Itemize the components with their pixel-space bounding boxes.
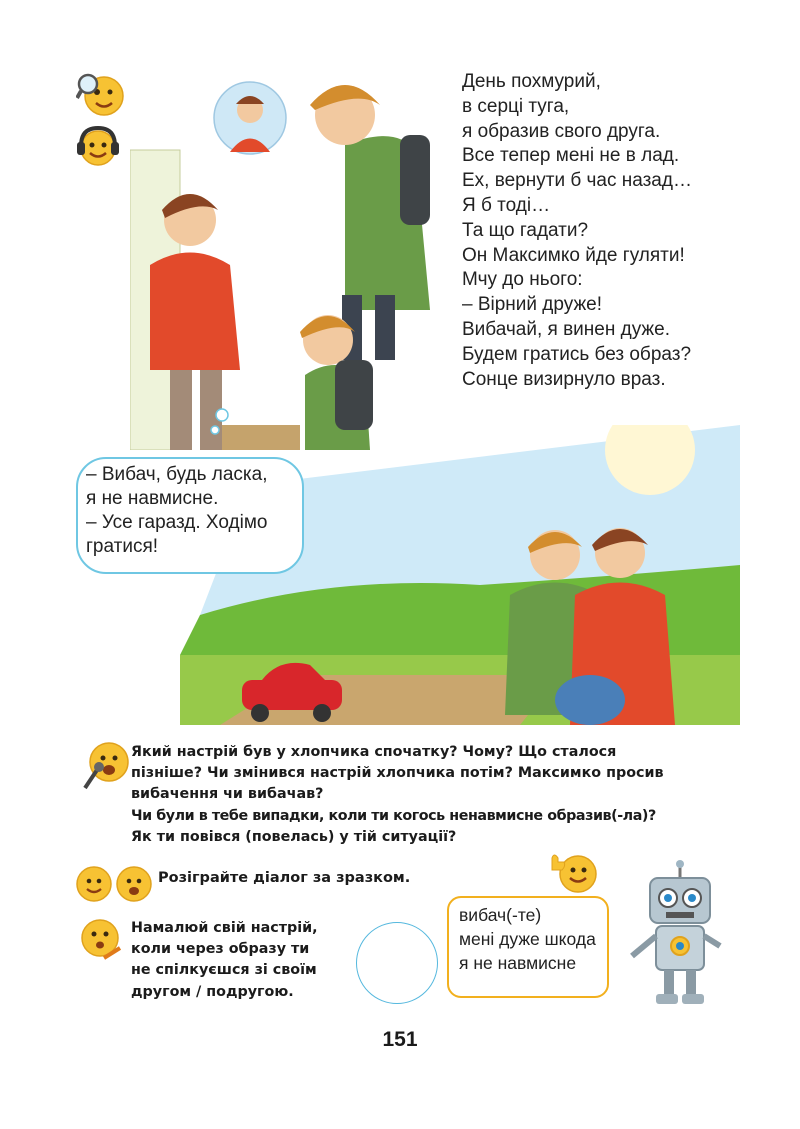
poem-line: – Вірний друже! [462,294,603,316]
dialog-line: гратися! [86,536,159,557]
poem-line: Я б тоді… [462,194,551,216]
poem-line: Вибачай, я винен дуже. [462,318,670,340]
drawing-circle[interactable] [356,922,438,1004]
poem-text [462,70,782,392]
question-line: Який настрій був у хлопчика спочатку? Чому? Що сталося [131,744,617,760]
poem-line: Ех, вернути б час назад… [462,170,692,192]
poem-line: Сонце визирнуло враз. [462,368,666,390]
draw-task [131,918,346,1003]
poem-line: Все тепер мені не в лад. [462,145,680,167]
poem-line: Мчу до нього: [462,269,583,291]
draw-task-line: не спілкуєшся зі своїм [131,962,317,979]
dialog-line: – Вибач, будь ласка, [86,464,268,485]
headphones-smiley-icon [76,124,120,168]
draw-task-line: коли через образу ти [131,941,310,958]
pencil-smiley-icon [76,916,126,966]
magnifier-smiley-icon [76,70,126,118]
speech-bubble [76,457,304,574]
poem-line: Та що гадати? [462,219,589,241]
phrase-item: мені дуже шкода [459,929,596,949]
poem-line: День похмурий, [462,71,601,92]
discussion-questions [131,742,731,848]
dialog-line: – Усе гаразд. Ходімо [86,512,268,533]
phrase-item: я не навмисне [459,953,577,973]
poem-line: Он Максимко йде гуляти! [462,244,685,266]
phrase-box [447,896,609,998]
thumbs-up-smiley-icon [548,850,598,894]
question-line: Чи були в тебе випадки, коли ти когось ненавмисне образив(-ла)? [131,807,656,824]
phrase-item: вибач(-те) [459,905,542,925]
poem-line: я образив свого друга. [462,120,661,142]
question-line: вибачення чи вибачав? [131,786,324,803]
draw-task-line: Намалюй свій настрій, [131,920,318,936]
illustration-boy-sad-and-apologizing [130,70,450,450]
roleplay-task: Розіграйте діалог за зразком. [158,870,411,886]
poem-line: Будем гратись без образ? [462,343,692,365]
dialog-line: я не навмисне. [86,488,219,509]
question-line: пізніше? Чи змінився настрій хлопчика потім? Максимко просив [131,765,664,782]
draw-task-line: другом / подругою. [131,983,294,1000]
question-line: Як ти повівся (повелась) у тій ситуації? [131,828,457,845]
robot-icon [614,860,726,1010]
microphone-smiley-icon [79,740,129,792]
page-number: 151 [382,1028,418,1051]
poem-line: в серці туга, [462,95,570,117]
two-smileys-icon [76,864,158,904]
